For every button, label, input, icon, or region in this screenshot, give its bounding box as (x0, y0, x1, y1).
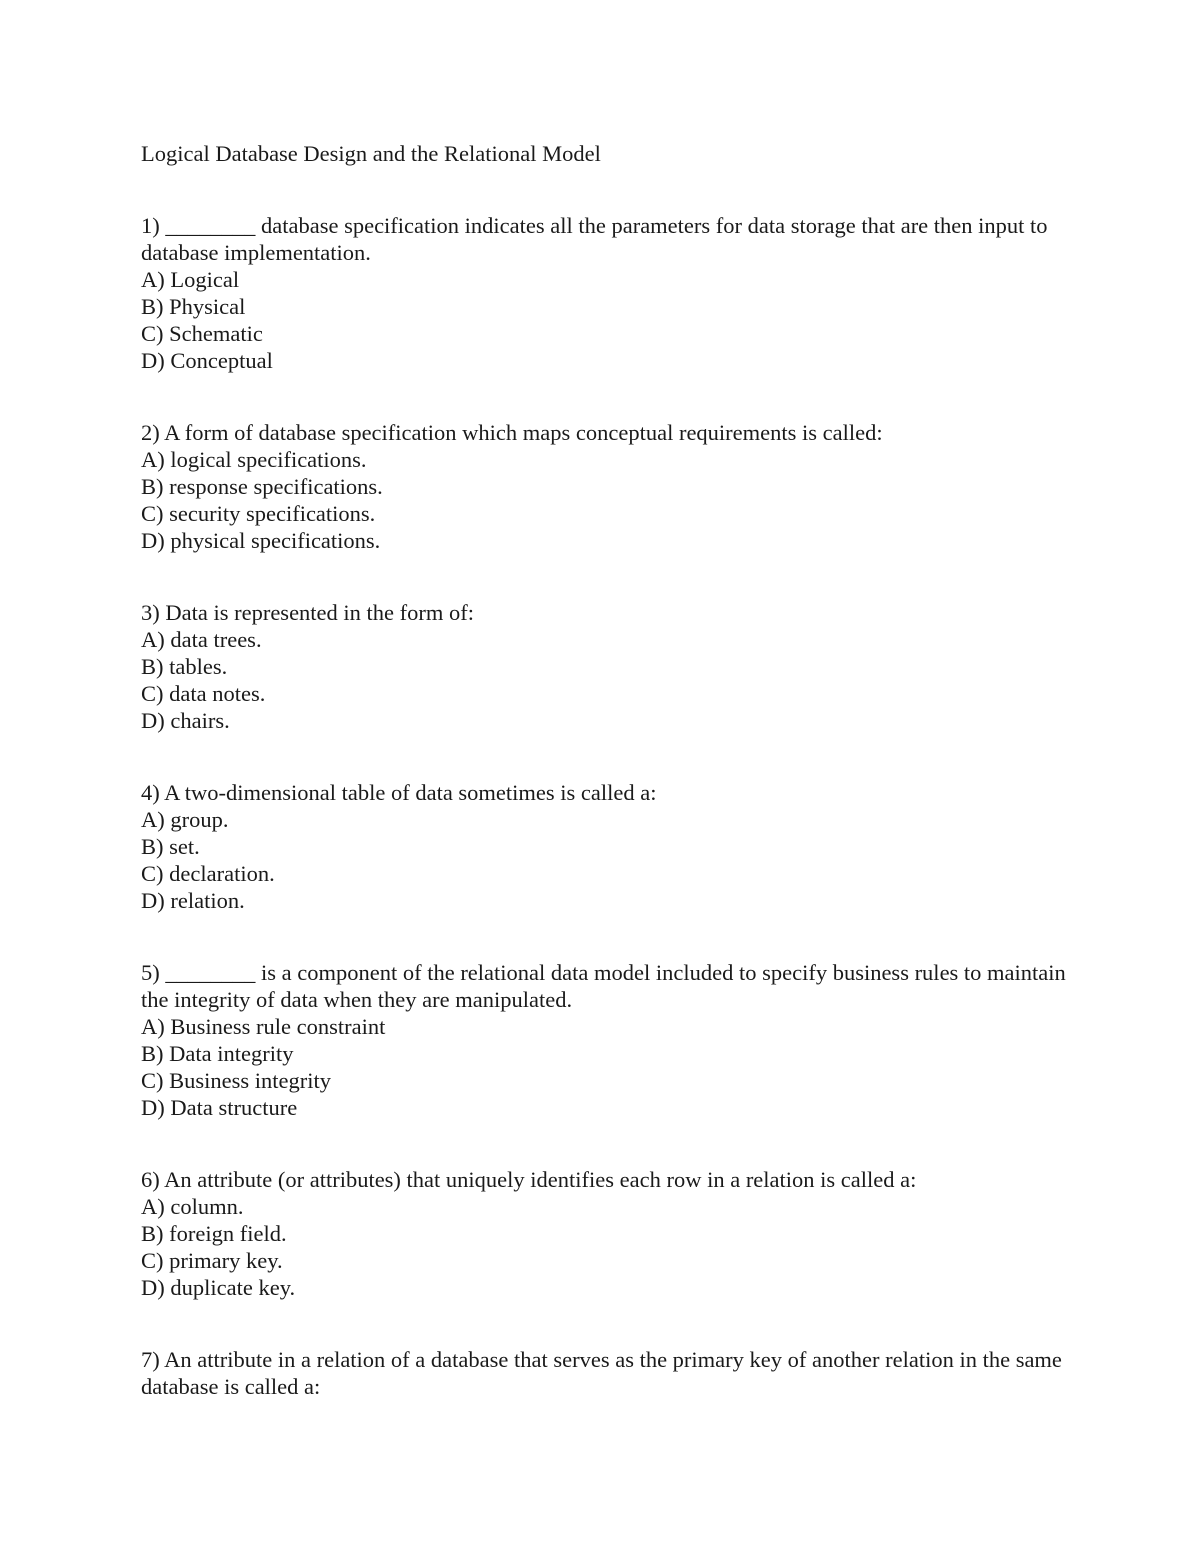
answer-option-d: D) relation. (141, 888, 245, 913)
answer-option-d: D) physical specifications. (141, 528, 381, 553)
question-stem: 5) ________ is a component of the relational data model included to specify business rules to maintain the integrity of data when they are manipulated. (141, 960, 1066, 1012)
answer-option-b: B) foreign field. (141, 1221, 287, 1246)
question-stem: 4) A two-dimensional table of data sometimes is called a: (141, 780, 657, 805)
answer-options (141, 266, 1071, 374)
answer-option-a: A) Business rule constraint (141, 1014, 386, 1039)
answer-option-d: D) Data structure (141, 1095, 298, 1120)
question-7 (141, 1346, 1071, 1400)
answer-option-b: B) Physical (141, 294, 246, 319)
answer-options (141, 806, 1071, 914)
question-6 (141, 1166, 1071, 1301)
question-stem: 1) ________ database specification indicates all the parameters for data storage that are then input to database implementation. (141, 213, 1048, 265)
answer-option-a: A) Logical (141, 267, 240, 292)
answer-option-c: C) data notes. (141, 681, 266, 706)
question-stem: 3) Data is represented in the form of: (141, 600, 475, 625)
answer-option-c: C) Schematic (141, 321, 263, 346)
answer-options (141, 1013, 1071, 1121)
answer-option-c: C) security specifications. (141, 501, 376, 526)
answer-option-a: A) logical specifications. (141, 447, 367, 472)
question-stem: 7) An attribute in a relation of a database that serves as the primary key of another relation in the same database is called a: (141, 1347, 1062, 1399)
answer-option-b: B) Data integrity (141, 1041, 294, 1066)
question-3 (141, 599, 1071, 734)
answer-option-d: D) Conceptual (141, 348, 273, 373)
answer-options (141, 446, 1071, 554)
answer-option-a: A) column. (141, 1194, 244, 1219)
question-4 (141, 779, 1071, 914)
answer-option-a: A) data trees. (141, 627, 262, 652)
document-page (141, 140, 1071, 1445)
answer-option-c: C) primary key. (141, 1248, 283, 1273)
question-stem: 6) An attribute (or attributes) that uniquely identifies each row in a relation is called a: (141, 1167, 917, 1192)
answer-option-c: C) Business integrity (141, 1068, 331, 1093)
answer-options (141, 626, 1071, 734)
answer-option-c: C) declaration. (141, 861, 275, 886)
question-2 (141, 419, 1071, 554)
answer-options (141, 1193, 1071, 1301)
answer-option-b: B) response specifications. (141, 474, 383, 499)
answer-option-b: B) set. (141, 834, 200, 859)
answer-option-b: B) tables. (141, 654, 228, 679)
answer-option-d: D) duplicate key. (141, 1275, 296, 1300)
question-1 (141, 212, 1071, 374)
document-title: Logical Database Design and the Relational Model (141, 141, 601, 166)
question-stem: 2) A form of database specification which maps conceptual requirements is called: (141, 420, 883, 445)
answer-option-d: D) chairs. (141, 708, 230, 733)
question-5 (141, 959, 1071, 1121)
answer-option-a: A) group. (141, 807, 229, 832)
